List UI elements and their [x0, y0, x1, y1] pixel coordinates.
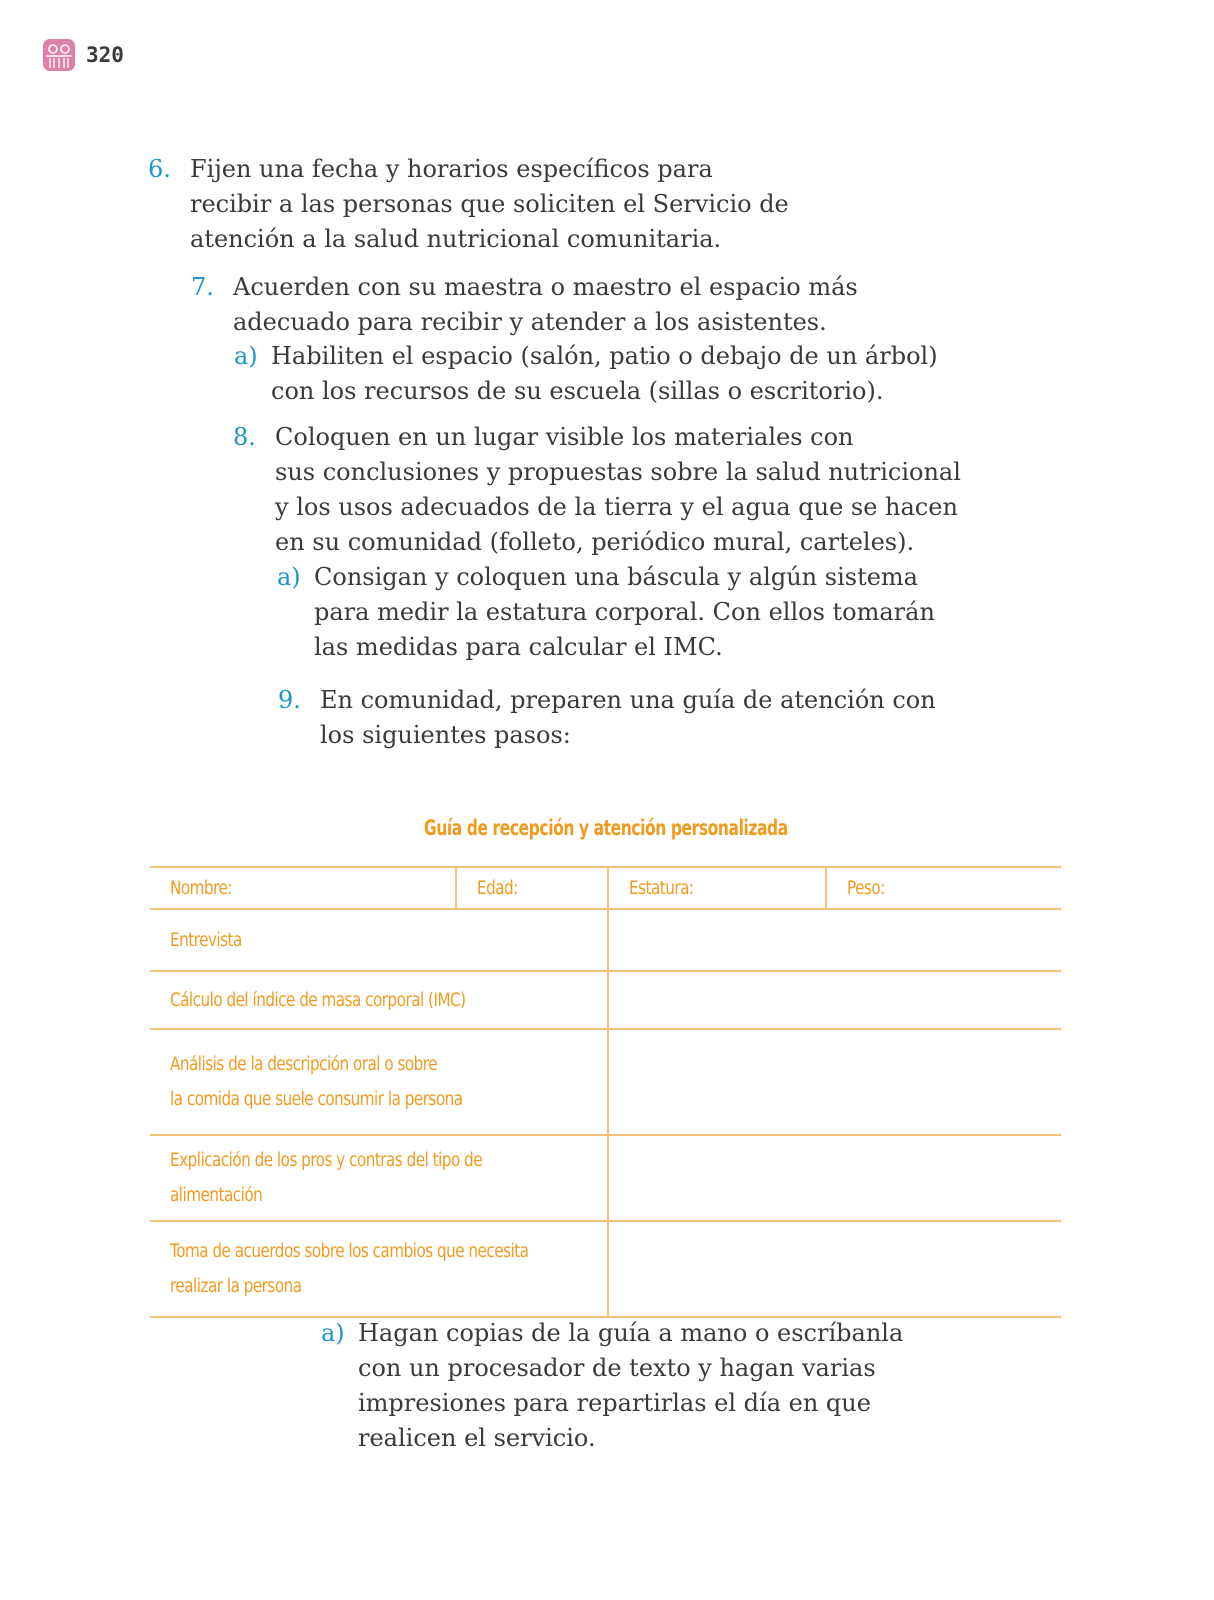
table-row	[150, 909, 1061, 971]
table-row	[150, 1221, 1061, 1317]
step-line: impresiones para repartirlas el día en que	[358, 1389, 871, 1417]
step-line: para medir la estatura corporal. Con ellos tomarán	[314, 598, 935, 626]
table-row	[150, 1135, 1061, 1221]
step-line: Coloquen en un lugar visible los materiales con	[275, 423, 854, 451]
row-answer-cell[interactable]	[608, 971, 1061, 1029]
mesoamerican-glyph-icon	[42, 38, 76, 72]
guide-table	[150, 866, 1061, 1318]
step-line: Habiliten el espacio (salón, patio o debajo de un árbol)	[271, 342, 938, 370]
row-answer-cell[interactable]	[608, 909, 1061, 971]
step-letter: a)	[277, 563, 301, 591]
step-letter: a)	[321, 1319, 345, 1347]
step-8	[233, 420, 961, 560]
step-line: Fijen una fecha y horarios específicos para	[190, 155, 713, 183]
step-line: con los recursos de su escuela (sillas o escritorio).	[271, 377, 884, 405]
name-field[interactable]: Nombre:	[150, 867, 456, 909]
table-row	[150, 971, 1061, 1029]
row-label: Explicación de los pros y contras del tipo de alimentación	[150, 1135, 608, 1221]
step-line: adecuado para recibir y atender a los asistentes.	[233, 308, 827, 336]
age-field[interactable]: Edad:	[456, 867, 608, 909]
step-9a	[321, 1316, 904, 1456]
row-answer-cell[interactable]	[608, 1135, 1061, 1221]
step-line: Acuerden con su maestra o maestro el espacio más	[233, 273, 858, 301]
row-label: Toma de acuerdos sobre los cambios que necesita realizar la persona	[150, 1221, 608, 1317]
step-8a	[277, 560, 935, 665]
step-letter: a)	[234, 342, 258, 370]
row-answer-cell[interactable]	[608, 1221, 1061, 1317]
height-field[interactable]: Estatura:	[608, 867, 826, 909]
step-line: en su comunidad (folleto, periódico mural, carteles).	[275, 528, 915, 556]
page-header	[42, 38, 124, 72]
step-line: Hagan copias de la guía a mano o escríbanla	[358, 1319, 904, 1347]
table-row	[150, 1029, 1061, 1135]
step-line: las medidas para calcular el IMC.	[314, 633, 723, 661]
step-number: 8.	[233, 423, 256, 451]
step-number: 6.	[148, 155, 171, 183]
step-7a	[234, 339, 938, 409]
step-line: sus conclusiones y propuestas sobre la salud nutricional	[275, 458, 961, 486]
table-header-row	[150, 867, 1061, 909]
row-label: Entrevista	[150, 909, 608, 971]
step-9	[278, 683, 936, 753]
step-6	[148, 152, 789, 257]
step-line: y los usos adecuados de la tierra y el agua que se hacen	[275, 493, 958, 521]
step-number: 9.	[278, 686, 301, 714]
guide-title: Guía de recepción y atención personalizada	[423, 816, 788, 840]
step-7	[191, 270, 858, 340]
step-line: Consigan y coloquen una báscula y algún sistema	[314, 563, 918, 591]
step-line: recibir a las personas que soliciten el Servicio de	[190, 190, 789, 218]
step-line: realicen el servicio.	[358, 1424, 596, 1452]
row-label: Cálculo del índice de masa corporal (IMC)	[150, 971, 608, 1029]
step-line: con un procesador de texto y hagan varias	[358, 1354, 876, 1382]
row-label: Análisis de la descripción oral o sobre la comida que suele consumir la persona	[150, 1029, 608, 1135]
step-line: los siguientes pasos:	[320, 721, 571, 749]
row-answer-cell[interactable]	[608, 1029, 1061, 1135]
step-line: atención a la salud nutricional comunitaria.	[190, 225, 722, 253]
page-number: 320	[86, 43, 124, 67]
step-line: En comunidad, preparen una guía de atención con	[320, 686, 936, 714]
step-number: 7.	[191, 273, 214, 301]
weight-field[interactable]: Peso:	[826, 867, 1061, 909]
